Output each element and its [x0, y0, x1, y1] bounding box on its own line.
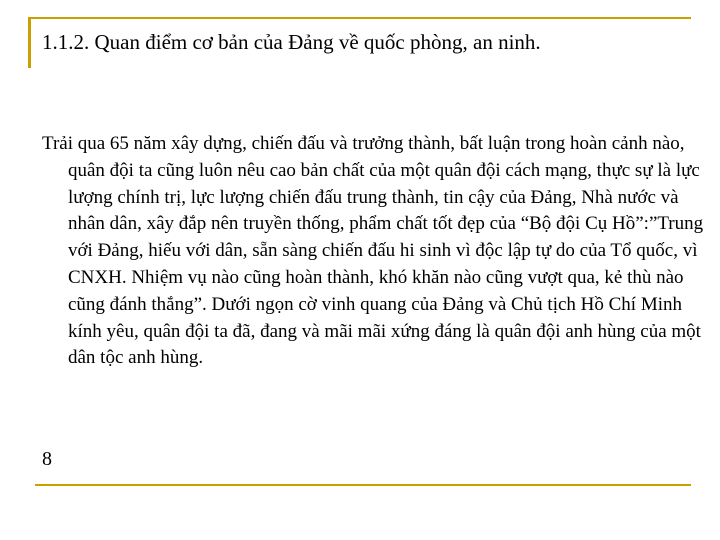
title-top-rule	[28, 17, 691, 19]
title-left-rule	[28, 17, 31, 68]
slide-body-text: Trải qua 65 năm xây dựng, chiến đấu và trưởng thành, bất luận trong hoàn cảnh nào, quân đội ta cũng luôn nêu cao bản chất của một quân đội cách mạng, thực sự là lực lượng chính trị, lực lượng chiến đấu trung thành, tin cậy của Đảng, Nhà nước và nhân dân, xây đắp nên truyền thống, phẩm chất tốt đẹp của “Bộ đội Cụ Hồ”:”Trung với Đảng, hiếu với dân, sẵn sàng chiến đấu hi sinh vì độc lập tự do của Tổ quốc, vì CNXH. Nhiệm vụ nào cũng hoàn thành, khó khăn nào cũng vượt qua, kẻ thù nào cũng đánh thắng”. Dưới ngọn cờ vinh quang của Đảng và Chủ tịch Hồ Chí Minh kính yêu, quân đội ta đã, đang và mãi mãi xứng đáng là quân đội anh hùng của một dân tộc anh hùng.	[42, 133, 704, 369]
slide-title: 1.1.2. Quan điểm cơ bản của Đảng về quốc phòng, an ninh.	[42, 30, 541, 54]
page-number: 8	[42, 448, 52, 470]
bottom-rule	[35, 484, 691, 486]
